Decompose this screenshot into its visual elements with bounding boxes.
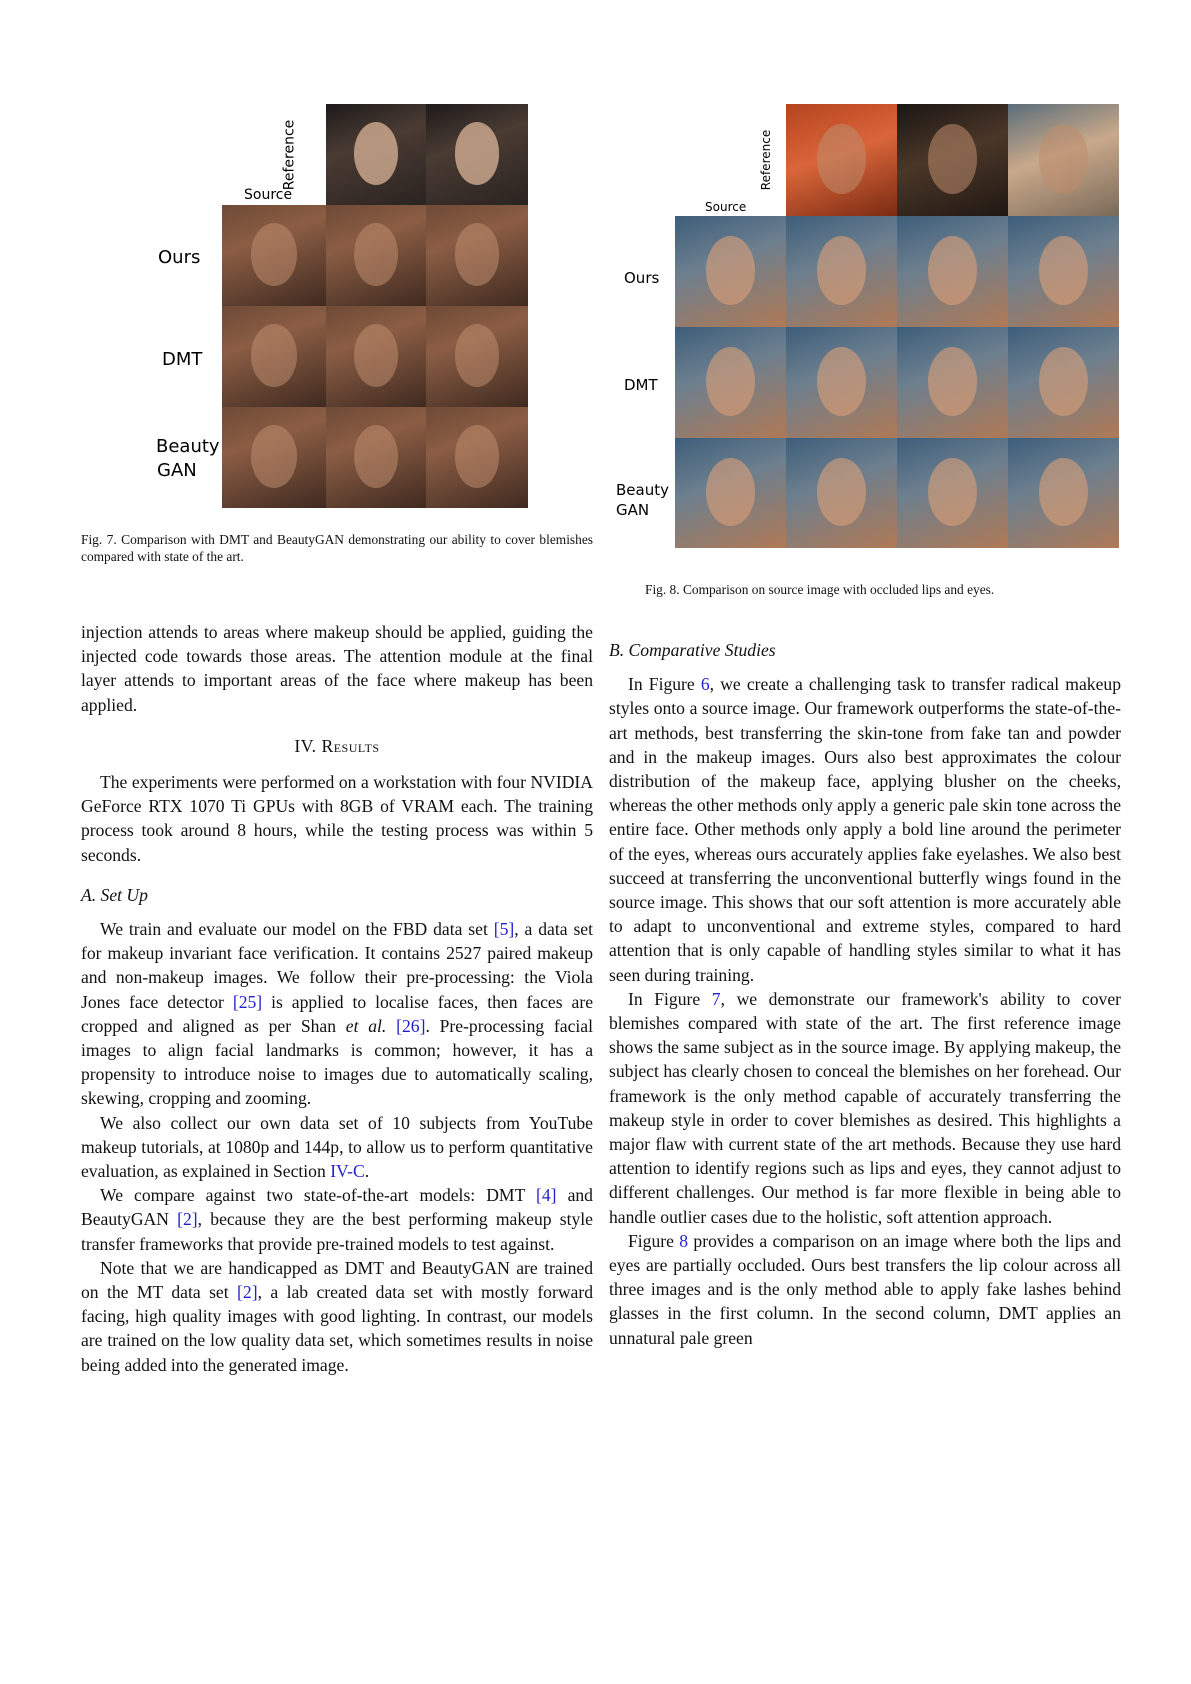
subsection-heading-set-up: A. Set Up bbox=[81, 884, 148, 905]
fig7-source-label: Source bbox=[244, 187, 293, 203]
fig7-corner-cell bbox=[222, 104, 326, 205]
subsection-heading-comparative-studies: B. Comparative Studies bbox=[609, 640, 776, 660]
fig8-caption: Fig. 8. Comparison on source image with occluded lips and eyes. bbox=[645, 582, 995, 597]
fig8-beautygan-image-3 bbox=[897, 438, 1008, 548]
fig8-corner-cell bbox=[675, 104, 786, 216]
fig8-ours-image-3 bbox=[897, 216, 1008, 327]
fig7-row-label-beauty: Beauty bbox=[156, 436, 220, 457]
fig8-row-label-dmt: DMT bbox=[624, 376, 658, 394]
section-heading-results: IV. Results bbox=[294, 735, 380, 756]
figure-link[interactable]: 7 bbox=[711, 988, 721, 1009]
fig7-beautygan-image-1 bbox=[222, 407, 326, 508]
fig8-beautygan-image-4 bbox=[1008, 438, 1119, 548]
fig7-image-grid bbox=[222, 104, 528, 508]
fig8-image-grid bbox=[675, 104, 1119, 548]
citation-link[interactable]: [26] bbox=[396, 1015, 426, 1036]
paragraph-figure-8-discussion: Figure 8 provides a comparison on an image where both the lips and eyes are partially occluded. Ours best transfers the lip colour across all three images and is the only method able to apply fake lashes behind glasses in the first column. In the second column, DMT applies an unnatural pale green bbox=[609, 1230, 1121, 1348]
fig7-reference-image-1 bbox=[326, 104, 426, 205]
left-column bbox=[81, 620, 593, 1377]
citation-link[interactable]: [2] bbox=[237, 1282, 258, 1303]
fig8-reference-image-3 bbox=[1008, 104, 1119, 216]
fig8-beautygan-image-2 bbox=[786, 438, 897, 548]
paragraph-figure-7-discussion: In Figure 7, we demonstrate our framework's ability to cover blemishes compared with state of the art. The first reference image shows the same subject as in the source image. By applying makeup, the subject has clearly chosen to conceal the blemishes on her forehead. Our framework is the only method capable of accurately transferring the makeup style in order to cover blemishes as desired. This highlights a major flaw with current state of the art methods. Because they use hard attention to identify regions such as lips and eyes, they cannot adjust to different challenges. Our method is far more flexible in being able to handle outlier cases due to the holistic, soft attention approach. bbox=[609, 988, 1121, 1227]
fig7-row-label-ours: Ours bbox=[158, 247, 201, 268]
fig7-caption: Fig. 7. Comparison with DMT and BeautyGAN demonstrating our ability to cover blemishes compared with state of the art. bbox=[81, 532, 593, 564]
fig8-reference-image-1 bbox=[786, 104, 897, 216]
fig8-ours-image-2 bbox=[786, 216, 897, 327]
citation-link[interactable]: [4] bbox=[536, 1185, 557, 1206]
figure-link[interactable]: 6 bbox=[700, 674, 710, 695]
fig8-dmt-image-3 bbox=[897, 327, 1008, 438]
fig8-row-label-ours: Ours bbox=[624, 269, 660, 287]
fig8-row-label-beauty: Beauty bbox=[616, 481, 669, 499]
fig7-dmt-image-3 bbox=[426, 306, 528, 407]
fig8-dmt-image-2 bbox=[786, 327, 897, 438]
fig8-dmt-image-4 bbox=[1008, 327, 1119, 438]
fig8-dmt-image-1 bbox=[675, 327, 786, 438]
fig7-row-label-dmt: DMT bbox=[162, 349, 203, 370]
fig8-ours-image-1 bbox=[675, 216, 786, 327]
fig8-ours-image-4 bbox=[1008, 216, 1119, 327]
fig7-ours-image-2 bbox=[326, 205, 426, 306]
fig7-beautygan-image-3 bbox=[426, 407, 528, 508]
citation-link[interactable]: [25] bbox=[232, 991, 263, 1012]
fig8-reference-label: Reference bbox=[758, 129, 773, 191]
fig8-source-label: Source bbox=[705, 200, 747, 214]
fig8-beautygan-image-1 bbox=[675, 438, 786, 548]
right-column bbox=[609, 638, 1121, 1350]
paragraph-figure-6-discussion: In Figure 6, we create a challenging task to transfer radical makeup styles onto a source image. Our framework outperforms the state-of-the-art methods, best transferring the skin-tone from fake tan and powder and in the makeup images. Ours also best approximates the colour distribution of the makeup face, applying blusher on the cheeks, whereas the other methods only apply a generic pale skin tone across the entire face. Other methods only apply a bold line around the perimeter of the eyes, whereas ours accurately applies fake eyelashes. We also best succeed at transferring the unconventional butterfly wings found in the source image. This shows that our soft attention is more accurately able to adapt to unconventional and extreme styles, compared to hard attention that is only capable of handling styles similar to what it has seen during training. bbox=[609, 674, 1122, 985]
figure-link[interactable]: 8 bbox=[679, 1230, 689, 1251]
fig8-reference-image-2 bbox=[897, 104, 1008, 216]
paragraph-data-collection: We also collect our own data set of 10 subjects from YouTube makeup tutorials, at 1080p and 144p, to allow us to perform quantitative evaluation, as explained in Section IV-C. bbox=[81, 1112, 593, 1182]
fig7-row-label-gan: GAN bbox=[157, 460, 197, 481]
citation-link[interactable]: [2] bbox=[177, 1209, 198, 1230]
citation-link[interactable]: [5] bbox=[493, 919, 515, 940]
fig7-dmt-image-2 bbox=[326, 306, 426, 407]
paragraph-handicap-note: Note that we are handicapped as DMT and BeautyGAN are trained on the MT data set [2], a lab created data set with mostly forward facing, high quality images with good lighting. In contrast, our models are trained on the low quality data set, which sometimes results in noise being added into the generated image. bbox=[81, 1257, 594, 1375]
fig8-row-label-gan: GAN bbox=[616, 501, 650, 519]
fig7-reference-image-2 bbox=[426, 104, 528, 205]
fig7-ours-image-3 bbox=[426, 205, 528, 306]
paragraph-comparison-models: We compare against two state-of-the-art models: DMT [4] and BeautyGAN [2], because they are the best performing makeup style transfer frameworks that provide pre-trained models to test against. bbox=[81, 1185, 593, 1254]
section-link[interactable]: IV-C bbox=[330, 1161, 365, 1182]
fig7-beautygan-image-2 bbox=[326, 407, 426, 508]
fig7-reference-label: Reference bbox=[280, 119, 297, 190]
fig7-dmt-image-1 bbox=[222, 306, 326, 407]
fig7-ours-image-1 bbox=[222, 205, 326, 306]
paragraph-training: We train and evaluate our model on the FBD data set [5], a data set for makeup invariant face verification. It contains 2527 paired makeup and non-makeup images. We follow their pre-processing: the Viola Jones face detector [25] is applied to localise faces, then faces are cropped and aligned as per Shan et al. [26]. Pre-processing facial images to align facial landmarks is common; however, it has a propensity to introduce noise to images due to automatically scaling, skewing, cropping and zooming. bbox=[81, 919, 593, 1109]
paragraph-experiments: The experiments were performed on a workstation with four NVIDIA GeForce RTX 1070 Ti GPUs with 8GB of VRAM each. The training process took around 8 hours, while the testing process was within 5 seconds. bbox=[81, 772, 593, 865]
paragraph-attention-continuation: injection attends to areas where makeup should be applied, guiding the injected code towards those areas. The attention module at the final layer attends to important areas of the face where makeup has been applied. bbox=[81, 622, 593, 715]
